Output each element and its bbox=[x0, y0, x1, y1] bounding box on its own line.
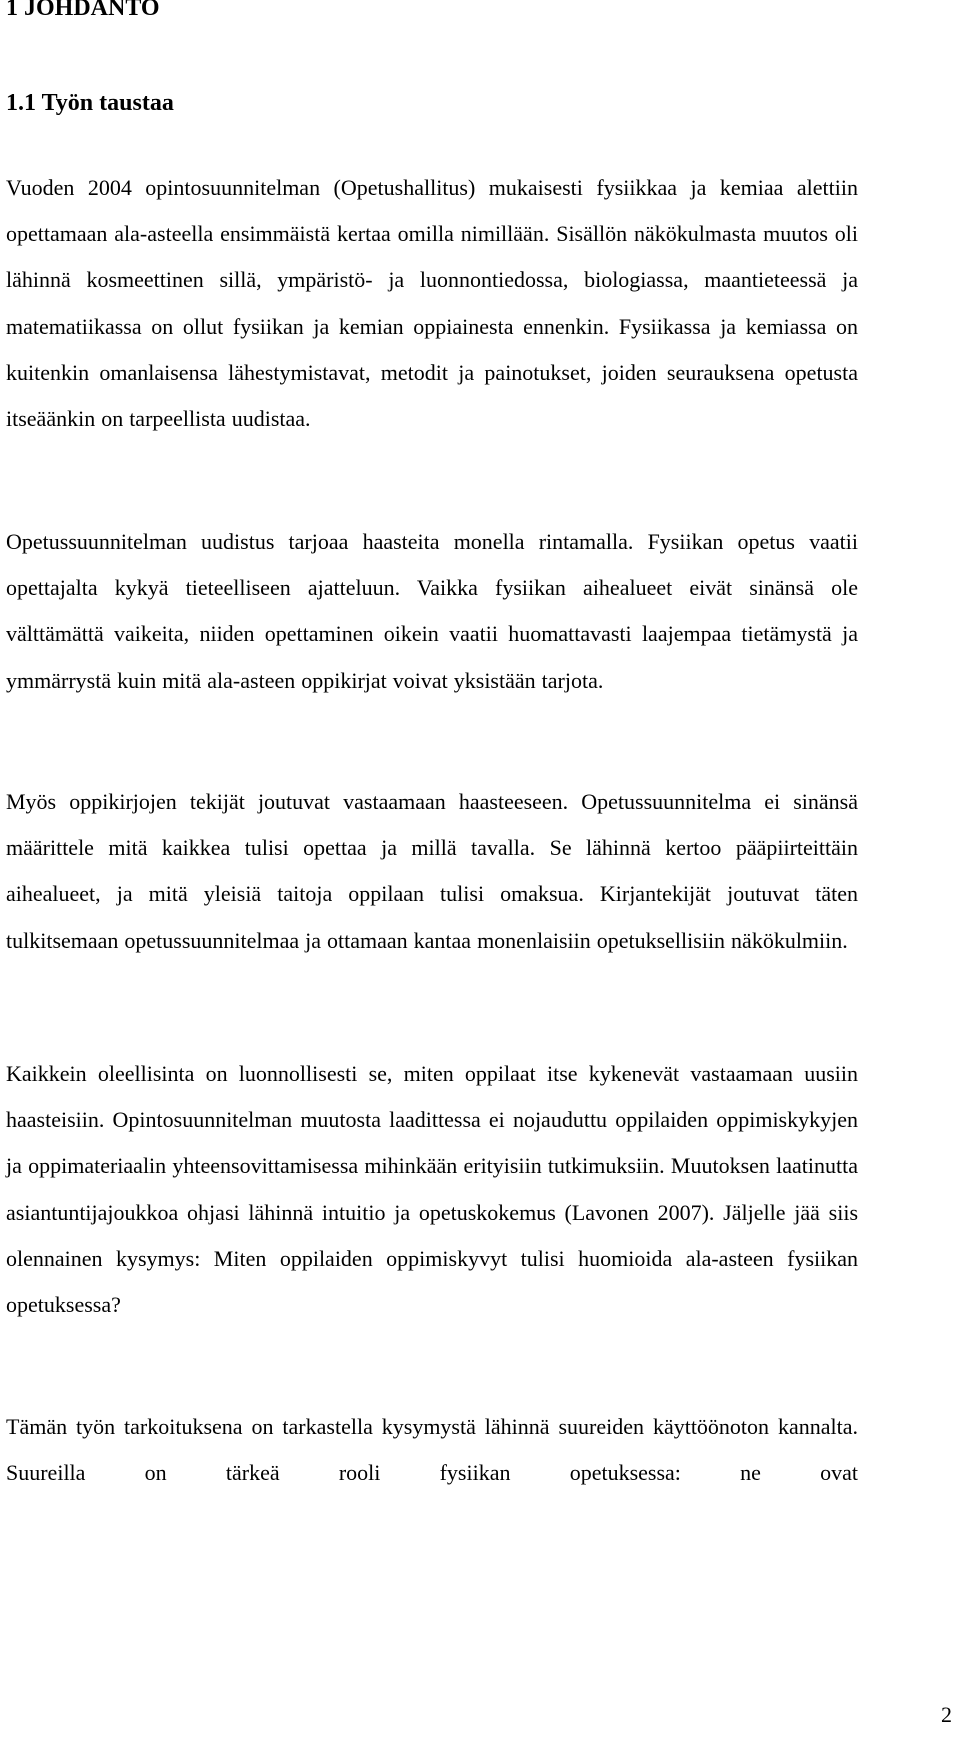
page-number: 2 bbox=[941, 1702, 952, 1727]
section-heading: 1.1 Työn taustaa bbox=[6, 90, 174, 116]
paragraph: Vuoden 2004 opintosuunnitelman (Opetushallitus) mukaisesti fysiikkaa ja kemiaa alettiin opettamaan ala-asteella ensimmäistä kertaa omilla nimillään. Sisällön näkökulmasta muutos oli lähinnä kosmeettinen sillä, ympäristö- ja luonnontiedossa, biologiassa, maantieteessä ja matematiikassa on ollut fysiikan ja kemian oppiainesta ennenkin. Fysiikassa ja kemiassa on kuitenkin omanlaisensa lähestymistavat, metodit ja painotukset, joiden seurauksena opetusta itseäänkin on tarpeellista uudistaa. bbox=[6, 175, 858, 432]
paragraph: Opetussuunnitelman uudistus tarjoaa haasteita monella rintamalla. Fysiikan opetus vaatii opettajalta kykyä tieteelliseen ajatteluun. Vaikka fysiikan aihealueet eivät sinänsä ole välttämättä vaikeita, niiden opettaminen oikein vaatii huomattavasti laajempaa tietämystä ja ymmärrystä kuin mitä ala-asteen oppikirjat voivat yksistään tarjota. bbox=[6, 529, 858, 693]
paragraph: Kaikkein oleellisinta on luonnollisesti se, miten oppilaat itse kykenevät vastaamaan uusiin haasteisiin. Opintosuunnitelman muutosta laadittessa ei nojauduttu oppilaiden oppimiskykyjen ja oppimateriaalin yhteensovittamisessa mihinkään erityisiin tutkimuksiin. Muutoksen laatinutta asiantuntijajoukkoa ohjasi lähinnä intuitio ja opetuskokemus (Lavonen 2007). Jäljelle jää siis olennainen kysymys: Miten oppilaiden oppimiskyvyt tulisi huomioida ala-asteen fysiikan opetuksessa? bbox=[6, 1061, 858, 1318]
paragraph: Myös oppikirjojen tekijät joutuvat vastaamaan haasteeseen. Opetussuunnitelma ei sinänsä määrittele mitä kaikkea tulisi opettaa ja millä tavalla. Se lähinnä kertoo pääpiirteittäin aihealueet, ja mitä yleisiä taitoja oppilaan tulisi omaksua. Kirjantekijät joutuvat täten tulkitsemaan opetussuunnitelmaa ja ottamaan kantaa monenlaisiin opetuksellisiin näkökulmiin. bbox=[6, 789, 858, 953]
paragraph: Tämän työn tarkoituksena on tarkastella kysymystä lähinnä suureiden käyttöönoton kannalta. Suureilla on tärkeä rooli fysiikan opetuksessa: ne ovat bbox=[6, 1414, 858, 1486]
chapter-heading: 1 JOHDANTO bbox=[6, 0, 160, 21]
